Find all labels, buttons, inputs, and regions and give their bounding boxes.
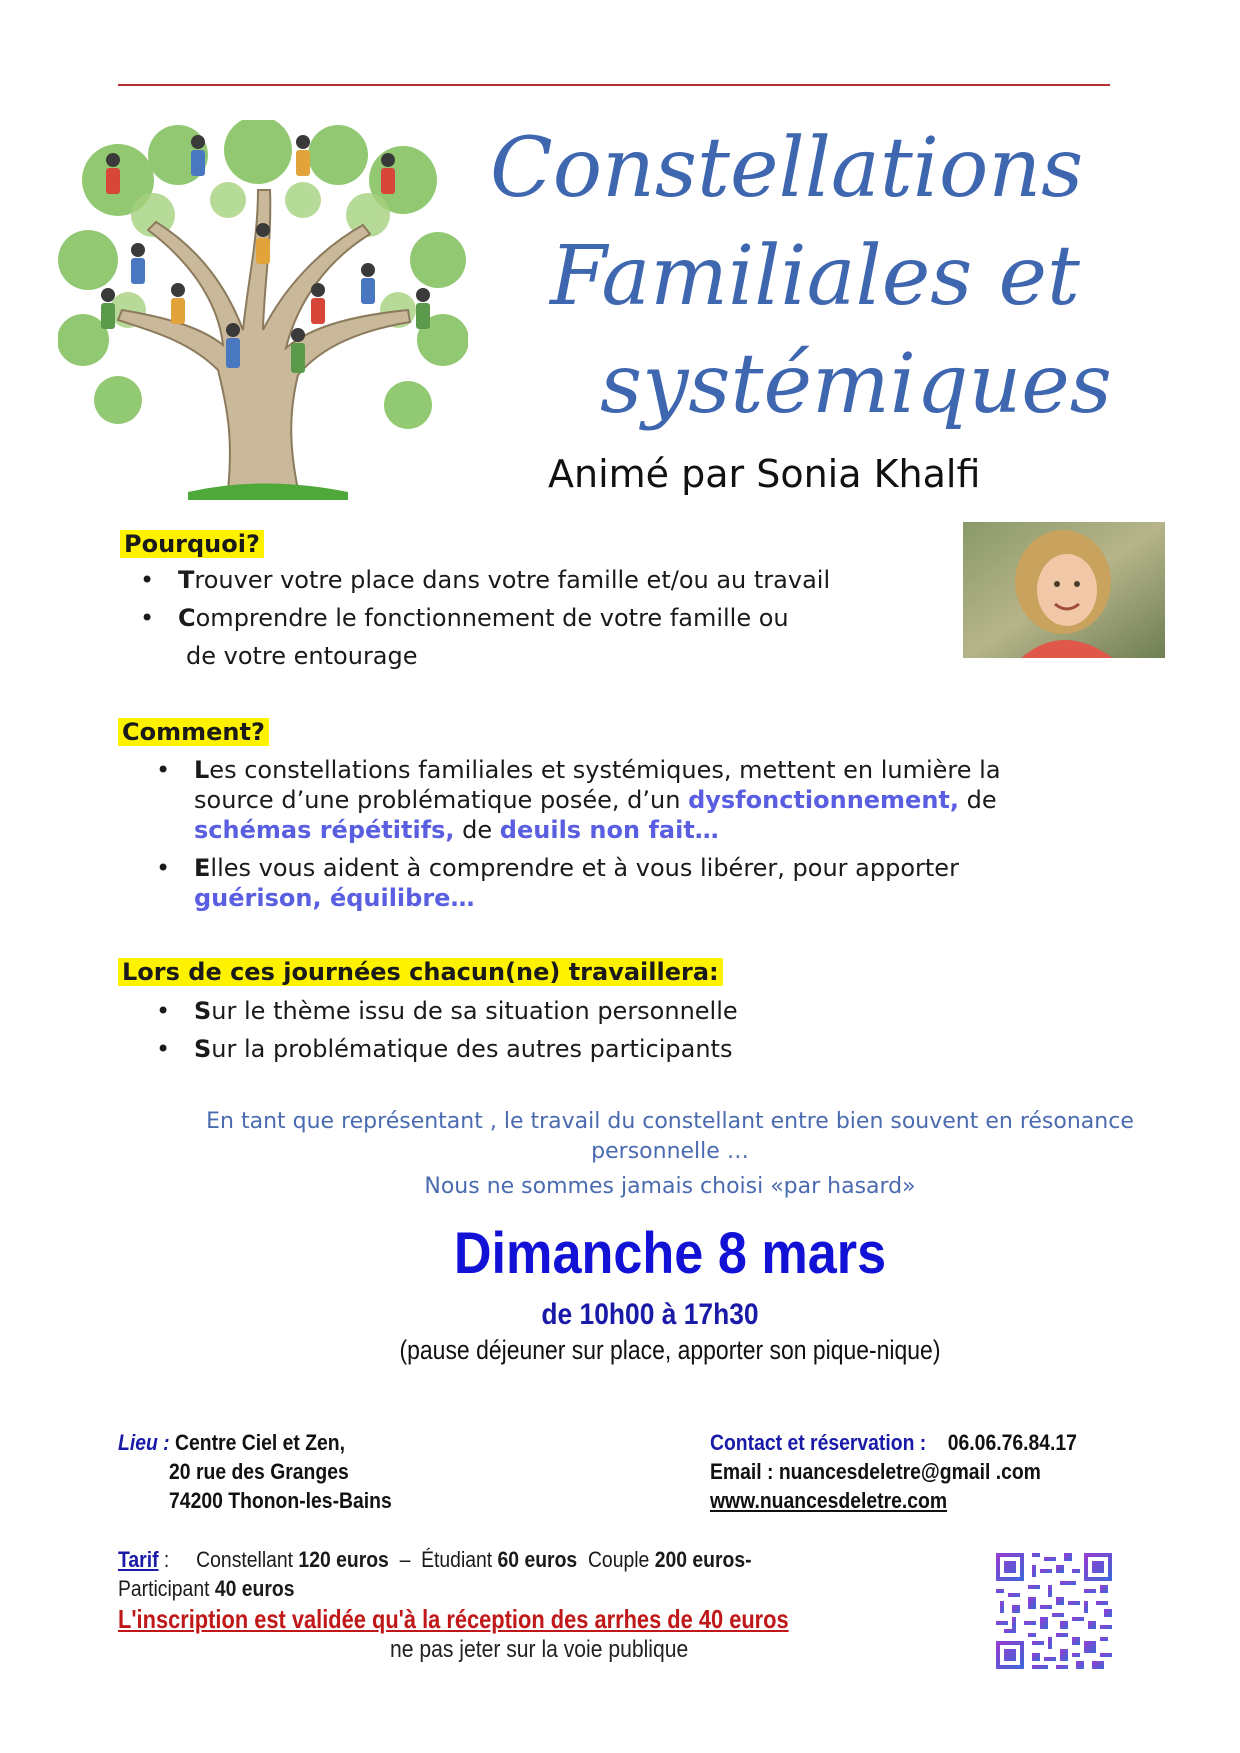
family-tree-illustration xyxy=(58,120,468,500)
emphasis-text: dysfonctionnement, xyxy=(688,786,960,814)
registration-notice: L'inscription est validée qu'à la réception des arrhes de 40 euros xyxy=(118,1604,789,1634)
list-item: • Elles vous aident à comprendre et à vous libérer, pour apporter guérison, équilibre… xyxy=(194,853,1074,913)
list-item: • Les constellations familiales et systémiques, mettent en lumière la source d’une problématique posée, d’un dysfonctionnement, de schémas répétitifs, de deuils non fait… xyxy=(194,755,1074,845)
pricing-block: Tarif : Constellant 120 euros – Étudiant 60 euros Couple 200 euros- Participant 40 euros xyxy=(118,1547,752,1601)
subtitle: Animé par Sonia Khalfi xyxy=(548,452,981,496)
title-line-1: Constellations xyxy=(490,121,1084,216)
top-divider xyxy=(118,84,1110,86)
title-line-3: systémiques xyxy=(600,337,1112,432)
quote-line-2: Nous ne sommes jamais choisi «par hasard» xyxy=(424,1174,916,1199)
event-time: de 10h00 à 17h30 xyxy=(541,1298,759,1331)
location-label: Lieu : xyxy=(118,1430,170,1455)
pourquoi-continuation: de votre entourage xyxy=(186,642,418,670)
quote-line-1: En tant que représentant , le travail du constellant entre bien souvent en résonance personnelle … xyxy=(206,1109,1134,1164)
pourquoi-list xyxy=(178,565,898,641)
contact-label: Contact et réservation : xyxy=(710,1430,927,1455)
title-line-2: Familiales et xyxy=(550,229,1080,324)
emphasis-text: schémas répétitifs, xyxy=(194,816,455,844)
list-item: • Trouver votre place dans votre famille et/ou au travail xyxy=(178,565,898,595)
website-link[interactable]: www.nuancesdeletre.com xyxy=(710,1488,948,1513)
portrait-photo xyxy=(963,522,1165,658)
journees-list xyxy=(194,996,1074,1072)
email-line: Email : nuancesdeletre@gmail .com xyxy=(710,1459,1041,1484)
comment-list xyxy=(194,755,1074,921)
event-note: (pause déjeuner sur place, apporter son pique-nique) xyxy=(399,1335,941,1365)
qr-code[interactable] xyxy=(996,1553,1112,1669)
list-item: • Comprendre le fonctionnement de votre famille ou xyxy=(178,603,898,633)
heading-comment: Comment? xyxy=(118,718,269,746)
heading-journees: Lors de ces journées chacun(ne) travaillera: xyxy=(118,958,723,986)
footnote: ne pas jeter sur la voie publique xyxy=(390,1636,689,1663)
list-item: • Sur la problématique des autres participants xyxy=(194,1034,1074,1064)
location-block: Lieu : Centre Ciel et Zen, 20 rue des Granges 74200 Thonon-les-Bains xyxy=(118,1430,392,1513)
event-date: Dimanche 8 mars xyxy=(453,1221,887,1286)
contact-block xyxy=(710,1428,1077,1515)
heading-pourquoi: Pourquoi? xyxy=(120,530,264,558)
list-item: • Sur le thème issu de sa situation personnelle xyxy=(194,996,1074,1026)
emphasis-text: guérison, équilibre… xyxy=(194,884,475,912)
emphasis-text: deuils non fait… xyxy=(499,816,719,844)
pricing-label: Tarif xyxy=(118,1547,159,1572)
phone-number: 06.06.76.84.17 xyxy=(947,1430,1077,1455)
